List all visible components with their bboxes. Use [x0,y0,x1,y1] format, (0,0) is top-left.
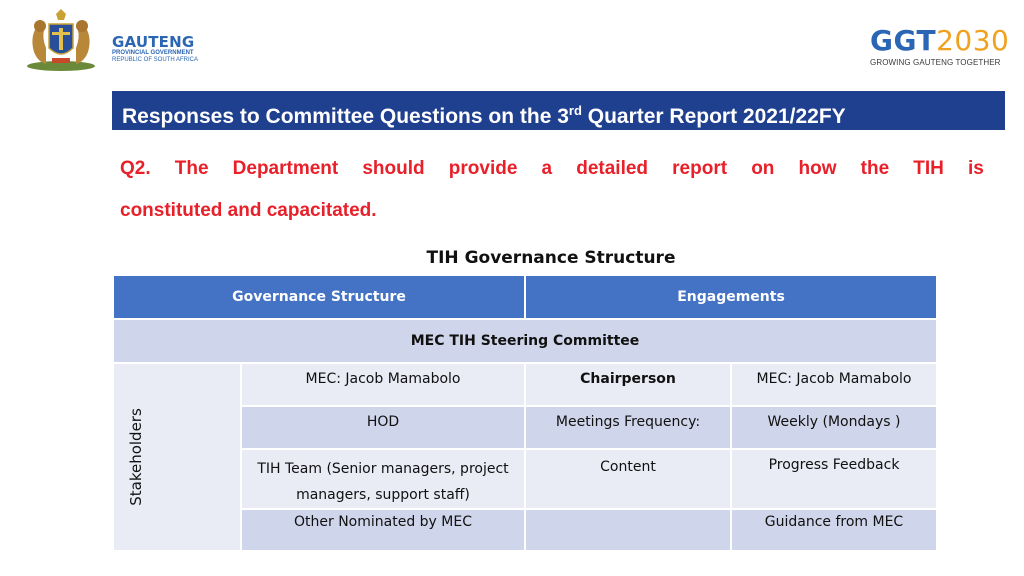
governance-table [112,274,938,552]
slide-title-post: Quarter Report 2021/22FY [581,105,846,128]
question-word: detailed [576,158,649,179]
engagement-label-cell: Content [525,449,731,509]
gauteng-wordmark [112,34,198,64]
gauteng-name: GAUTENG [112,33,195,51]
ggt-tagline: GROWING GAUTENG TOGETHER [870,58,1001,67]
ggt-year: 2030 [936,24,1010,57]
slide-title-pre: Responses to Committee Questions on the 3 [122,105,569,128]
steering-committee-heading: MEC TIH Steering Committee [113,319,937,363]
question-word: should [362,158,425,179]
member-cell: Other Nominated by MEC [241,509,525,551]
question-line-2: constituted and capacitated. [120,200,377,221]
engagement-value-cell: Weekly (Mondays ) [731,406,937,449]
question-word: is [968,158,984,179]
table-row [113,363,937,406]
gauteng-sub-1: PROVINCIAL GOVERNMENT [112,50,194,56]
question-word: The [174,158,209,179]
member-cell: MEC: Jacob Mamabolo [241,363,525,406]
stakeholders-label: Stakeholders [127,408,145,506]
engagement-value-cell: MEC: Jacob Mamabolo [731,363,937,406]
table-subheader-row [113,319,937,363]
question-word: a [541,158,553,179]
question-word: provide [448,158,518,179]
member-cell: HOD [241,406,525,449]
question-word: how [798,158,837,179]
slide-title-sup: rd [568,103,582,118]
engagement-value-cell: Progress Feedback [731,449,937,509]
header-governance-structure: Governance Structure [113,275,525,319]
table-title: TIH Governance Structure [426,248,676,268]
gauteng-coat-of-arms-logo [16,8,106,72]
engagement-label-cell: Meetings Frequency: [525,406,731,449]
slide-title-bar [112,91,1005,130]
table-header-row [113,275,937,319]
ggt-text: GGT [870,24,937,57]
header-engagements: Engagements [525,275,937,319]
ggt2030-logo [870,26,1010,67]
question-text [120,148,984,232]
engagement-label-cell: Chairperson [525,363,731,406]
question-word: report [672,158,728,179]
question-word: on [751,158,775,179]
engagement-value-cell: Guidance from MEC [731,509,937,551]
question-word: the [860,158,890,179]
question-line-1 [120,148,984,190]
stakeholders-cell [113,363,241,551]
gauteng-sub-2: REPUBLIC OF SOUTH AFRICA [112,57,199,63]
question-word: Q2. [120,158,151,179]
question-word: TIH [913,158,944,179]
member-cell: TIH Team (Senior managers, project managers, support staff) [241,449,525,509]
engagement-label-cell [525,509,731,551]
question-word: Department [232,158,339,179]
